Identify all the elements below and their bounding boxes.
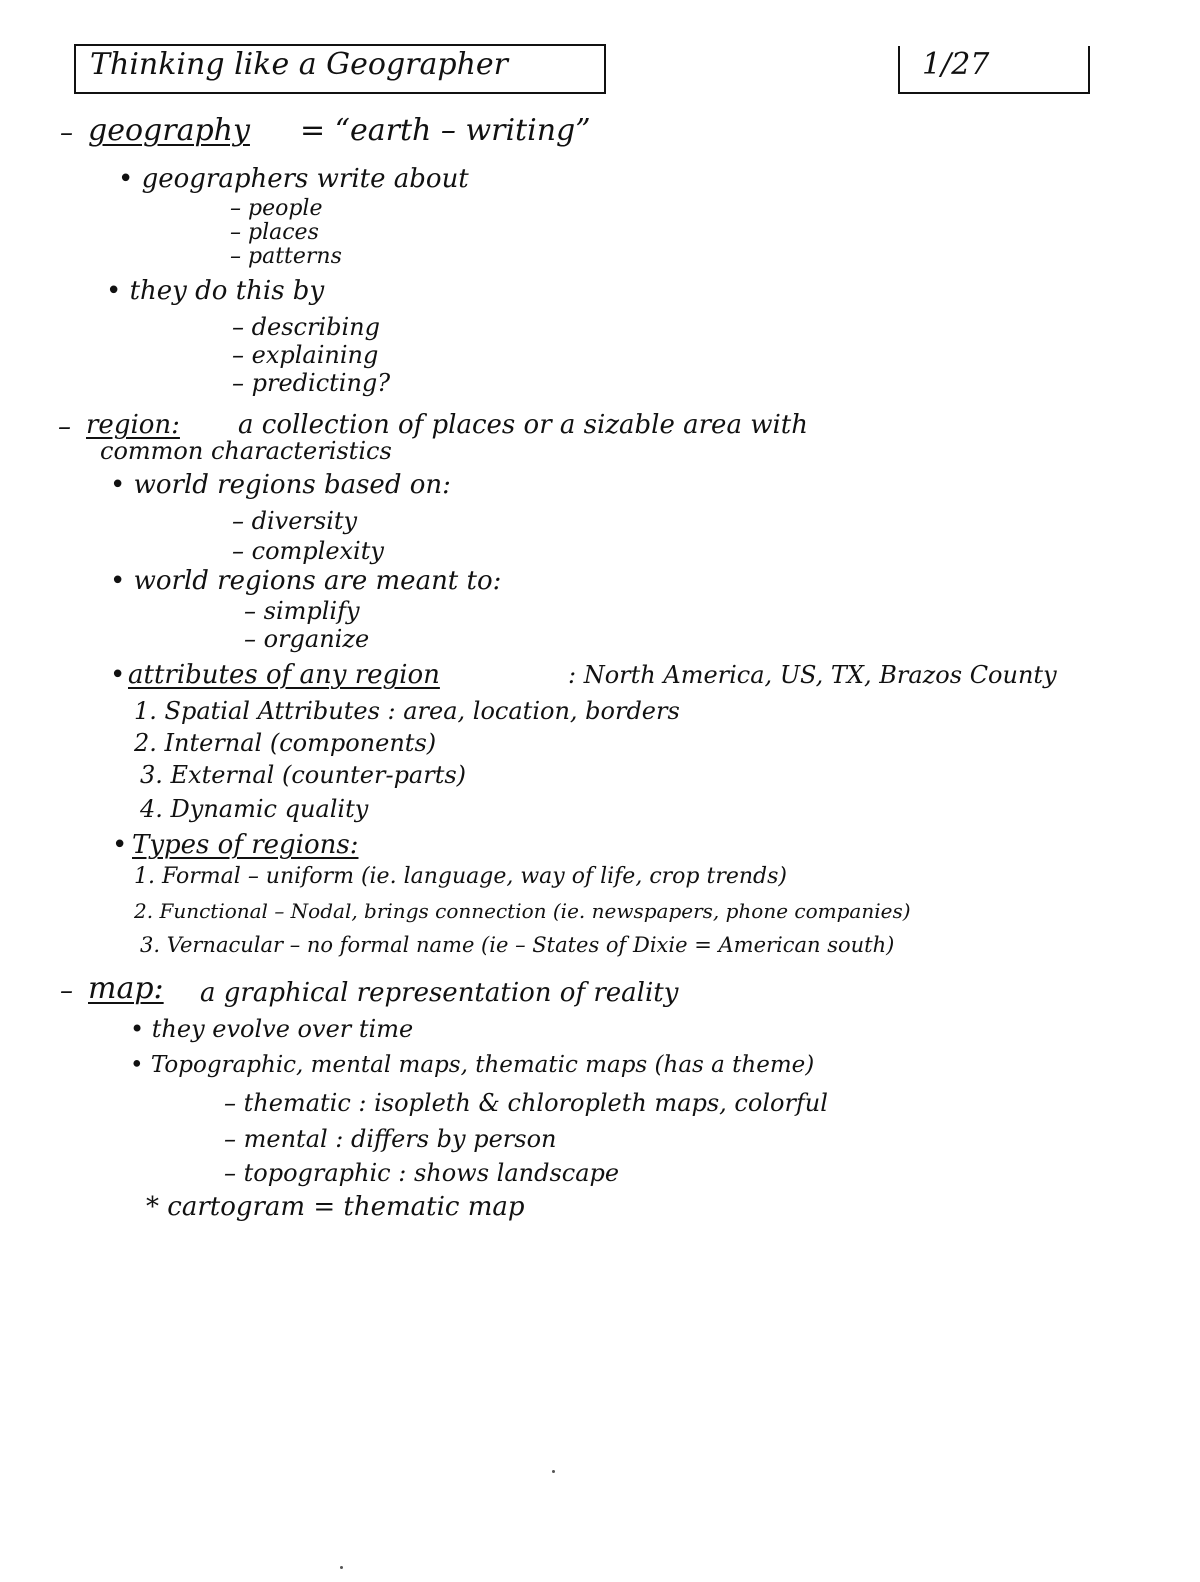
note-line: 2. Internal (components)	[134, 729, 437, 757]
note-line: – explaining	[232, 341, 379, 369]
note-line: – organize	[244, 625, 370, 653]
dash-bullet: –	[60, 118, 73, 148]
page-title: Thinking like a Geographer	[90, 47, 508, 82]
note-line: 3. Vernacular – no formal name (ie – States of Dixie = American south)	[140, 933, 895, 957]
note-line: – predicting?	[232, 369, 391, 397]
geography-definition: = “earth – writing”	[300, 113, 591, 148]
note-line: – mental : differs by person	[224, 1125, 557, 1153]
note-line: • world regions are meant to:	[110, 566, 502, 596]
dash-bullet: –	[60, 976, 73, 1006]
region-definition: a collection of places or a sizable area with	[238, 410, 808, 440]
attributes-examples: : North America, US, TX, Brazos County	[568, 661, 1057, 689]
note-line: * cartogram = thematic map	[146, 1192, 525, 1222]
note-line: – thematic : isopleth & chloropleth maps, colorful	[224, 1089, 828, 1117]
note-line: – people	[230, 196, 323, 221]
attributes-heading: attributes of any region	[128, 660, 440, 690]
region-definition-cont: common characteristics	[100, 437, 392, 465]
map-definition: a graphical representation of reality	[200, 978, 679, 1008]
note-line: – places	[230, 220, 319, 245]
note-line: – complexity	[232, 537, 384, 565]
note-line: 1. Spatial Attributes : area, location, borders	[134, 697, 680, 725]
note-line: • Topographic, mental maps, thematic maps (has a theme)	[130, 1052, 815, 1078]
scan-speck	[552, 1470, 555, 1473]
bullet: •	[110, 660, 126, 690]
scan-speck	[340, 1566, 343, 1569]
note-line: 2. Functional – Nodal, brings connection (ie. newspapers, phone companies)	[134, 899, 911, 923]
region-term: region:	[86, 410, 180, 440]
note-line: 1. Formal – uniform (ie. language, way of life, crop trends)	[134, 864, 787, 889]
dash-bullet: –	[58, 412, 71, 442]
note-line: – patterns	[230, 244, 342, 269]
types-heading: Types of regions:	[132, 830, 359, 860]
note-line: • they do this by	[106, 276, 325, 306]
note-line: 3. External (counter-parts)	[140, 761, 467, 789]
note-line: – simplify	[244, 597, 360, 625]
note-line: • they evolve over time	[130, 1015, 414, 1043]
geography-term: geography	[88, 113, 250, 148]
note-line: – diversity	[232, 507, 358, 535]
note-line: 4. Dynamic quality	[140, 795, 369, 823]
date-label: 1/27	[922, 47, 990, 82]
note-line: – topographic : shows landscape	[224, 1159, 620, 1187]
map-term: map:	[88, 971, 164, 1006]
note-line: – describing	[232, 313, 380, 341]
note-line: • world regions based on:	[110, 470, 451, 500]
note-line: • geographers write about	[118, 164, 469, 194]
bullet: •	[112, 830, 128, 860]
